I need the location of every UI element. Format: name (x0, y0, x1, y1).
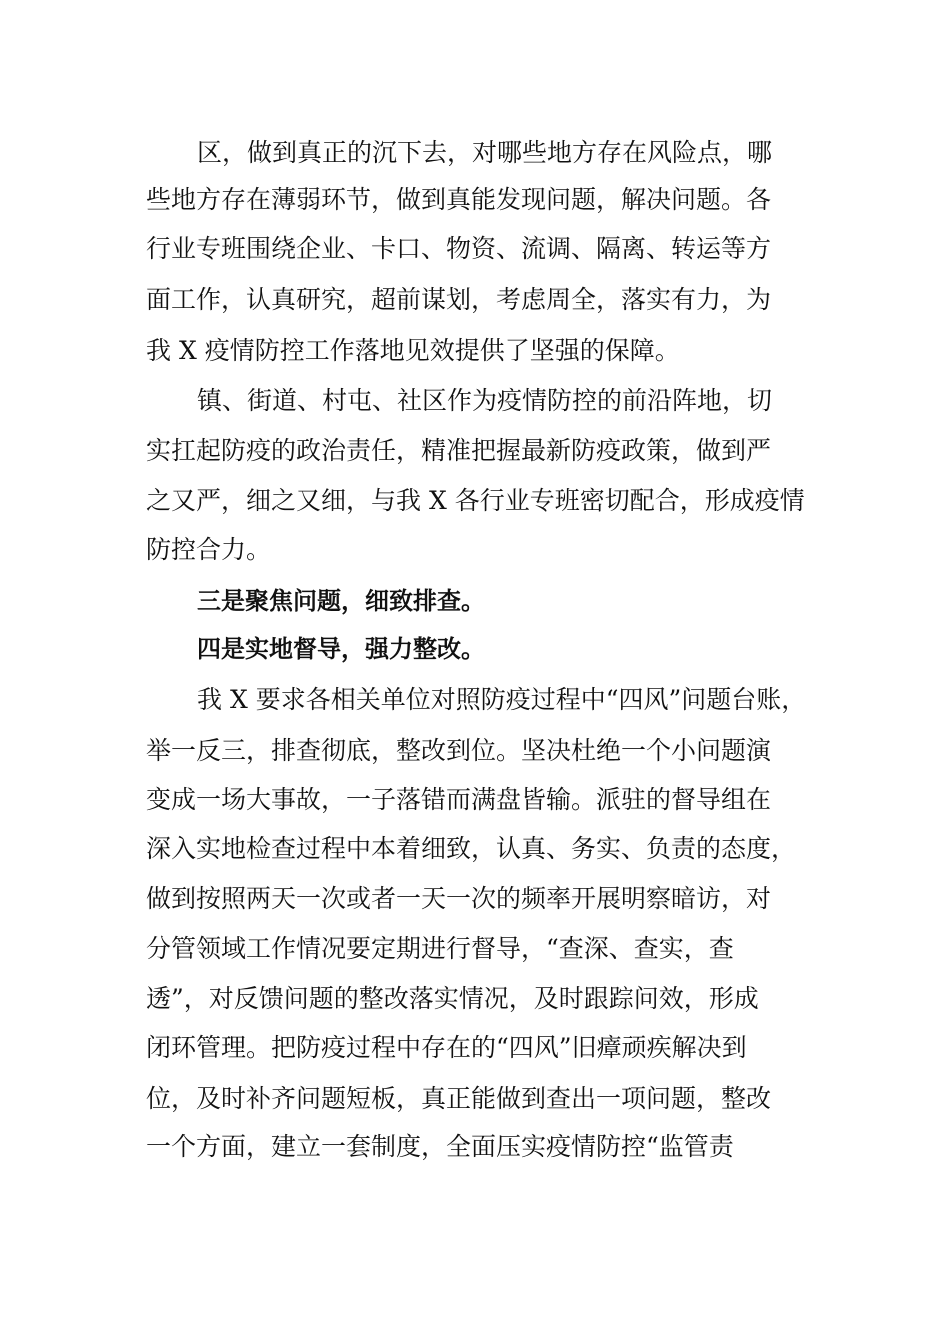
text-line: 一个方面，建立一套制度，全面压实疫情防控“监管责 (146, 1132, 734, 1161)
text-line: 我 X 疫情防控工作落地见效提供了坚强的保障。 (146, 336, 680, 365)
text-line: 闭环管理。把防疫过程中存在的“四风”旧瘴顽疾解决到 (146, 1033, 747, 1062)
text-line: 深入实地检查过程中本着细致，认真、务实、负责的态度， (146, 834, 797, 863)
text-line: 举一反三，排查彻底，整改到位。坚决杜绝一个小问题演 (146, 736, 772, 765)
text-line: 变成一场大事故，一子落错而满盘皆输。派驻的督导组在 (146, 785, 772, 814)
text-line: 我 X 要求各相关单位对照防疫过程中“四风”问题台账， (197, 685, 807, 714)
text-line: 镇、街道、村屯、社区作为疫情防控的前沿阵地，切 (197, 386, 773, 415)
text-line: 分管领域工作情况要定期进行督导，“查深、查实，查 (146, 934, 734, 963)
text-line: 些地方存在薄弱环节，做到真能发现问题，解决问题。各 (146, 185, 772, 214)
section-heading: 三是聚焦问题，细致排查。 (197, 587, 485, 615)
text-line: 做到按照两天一次或者一天一次的频率开展明察暗访，对 (146, 884, 772, 913)
text-line: 透”，对反馈问题的整改落实情况，及时跟踪问效，形成 (146, 984, 759, 1013)
text-line: 位，及时补齐问题短板，真正能做到查出一项问题，整改 (146, 1084, 772, 1113)
text-line: 防控合力。 (146, 535, 272, 564)
text-line: 区，做到真正的沉下去，对哪些地方存在风险点，哪 (197, 138, 773, 167)
text-line: 之又严，细之又细，与我 X 各行业专班密切配合，形成疫情 (146, 486, 805, 515)
section-heading: 四是实地督导，强力整改。 (197, 635, 485, 663)
text-line: 实扛起防疫的政治责任，精准把握最新防疫政策，做到严 (146, 436, 772, 465)
text-line: 面工作，认真研究，超前谋划，考虑周全，落实有力，为 (146, 285, 772, 314)
text-line: 行业专班围绕企业、卡口、物资、流调、隔离、转运等方 (146, 234, 772, 263)
